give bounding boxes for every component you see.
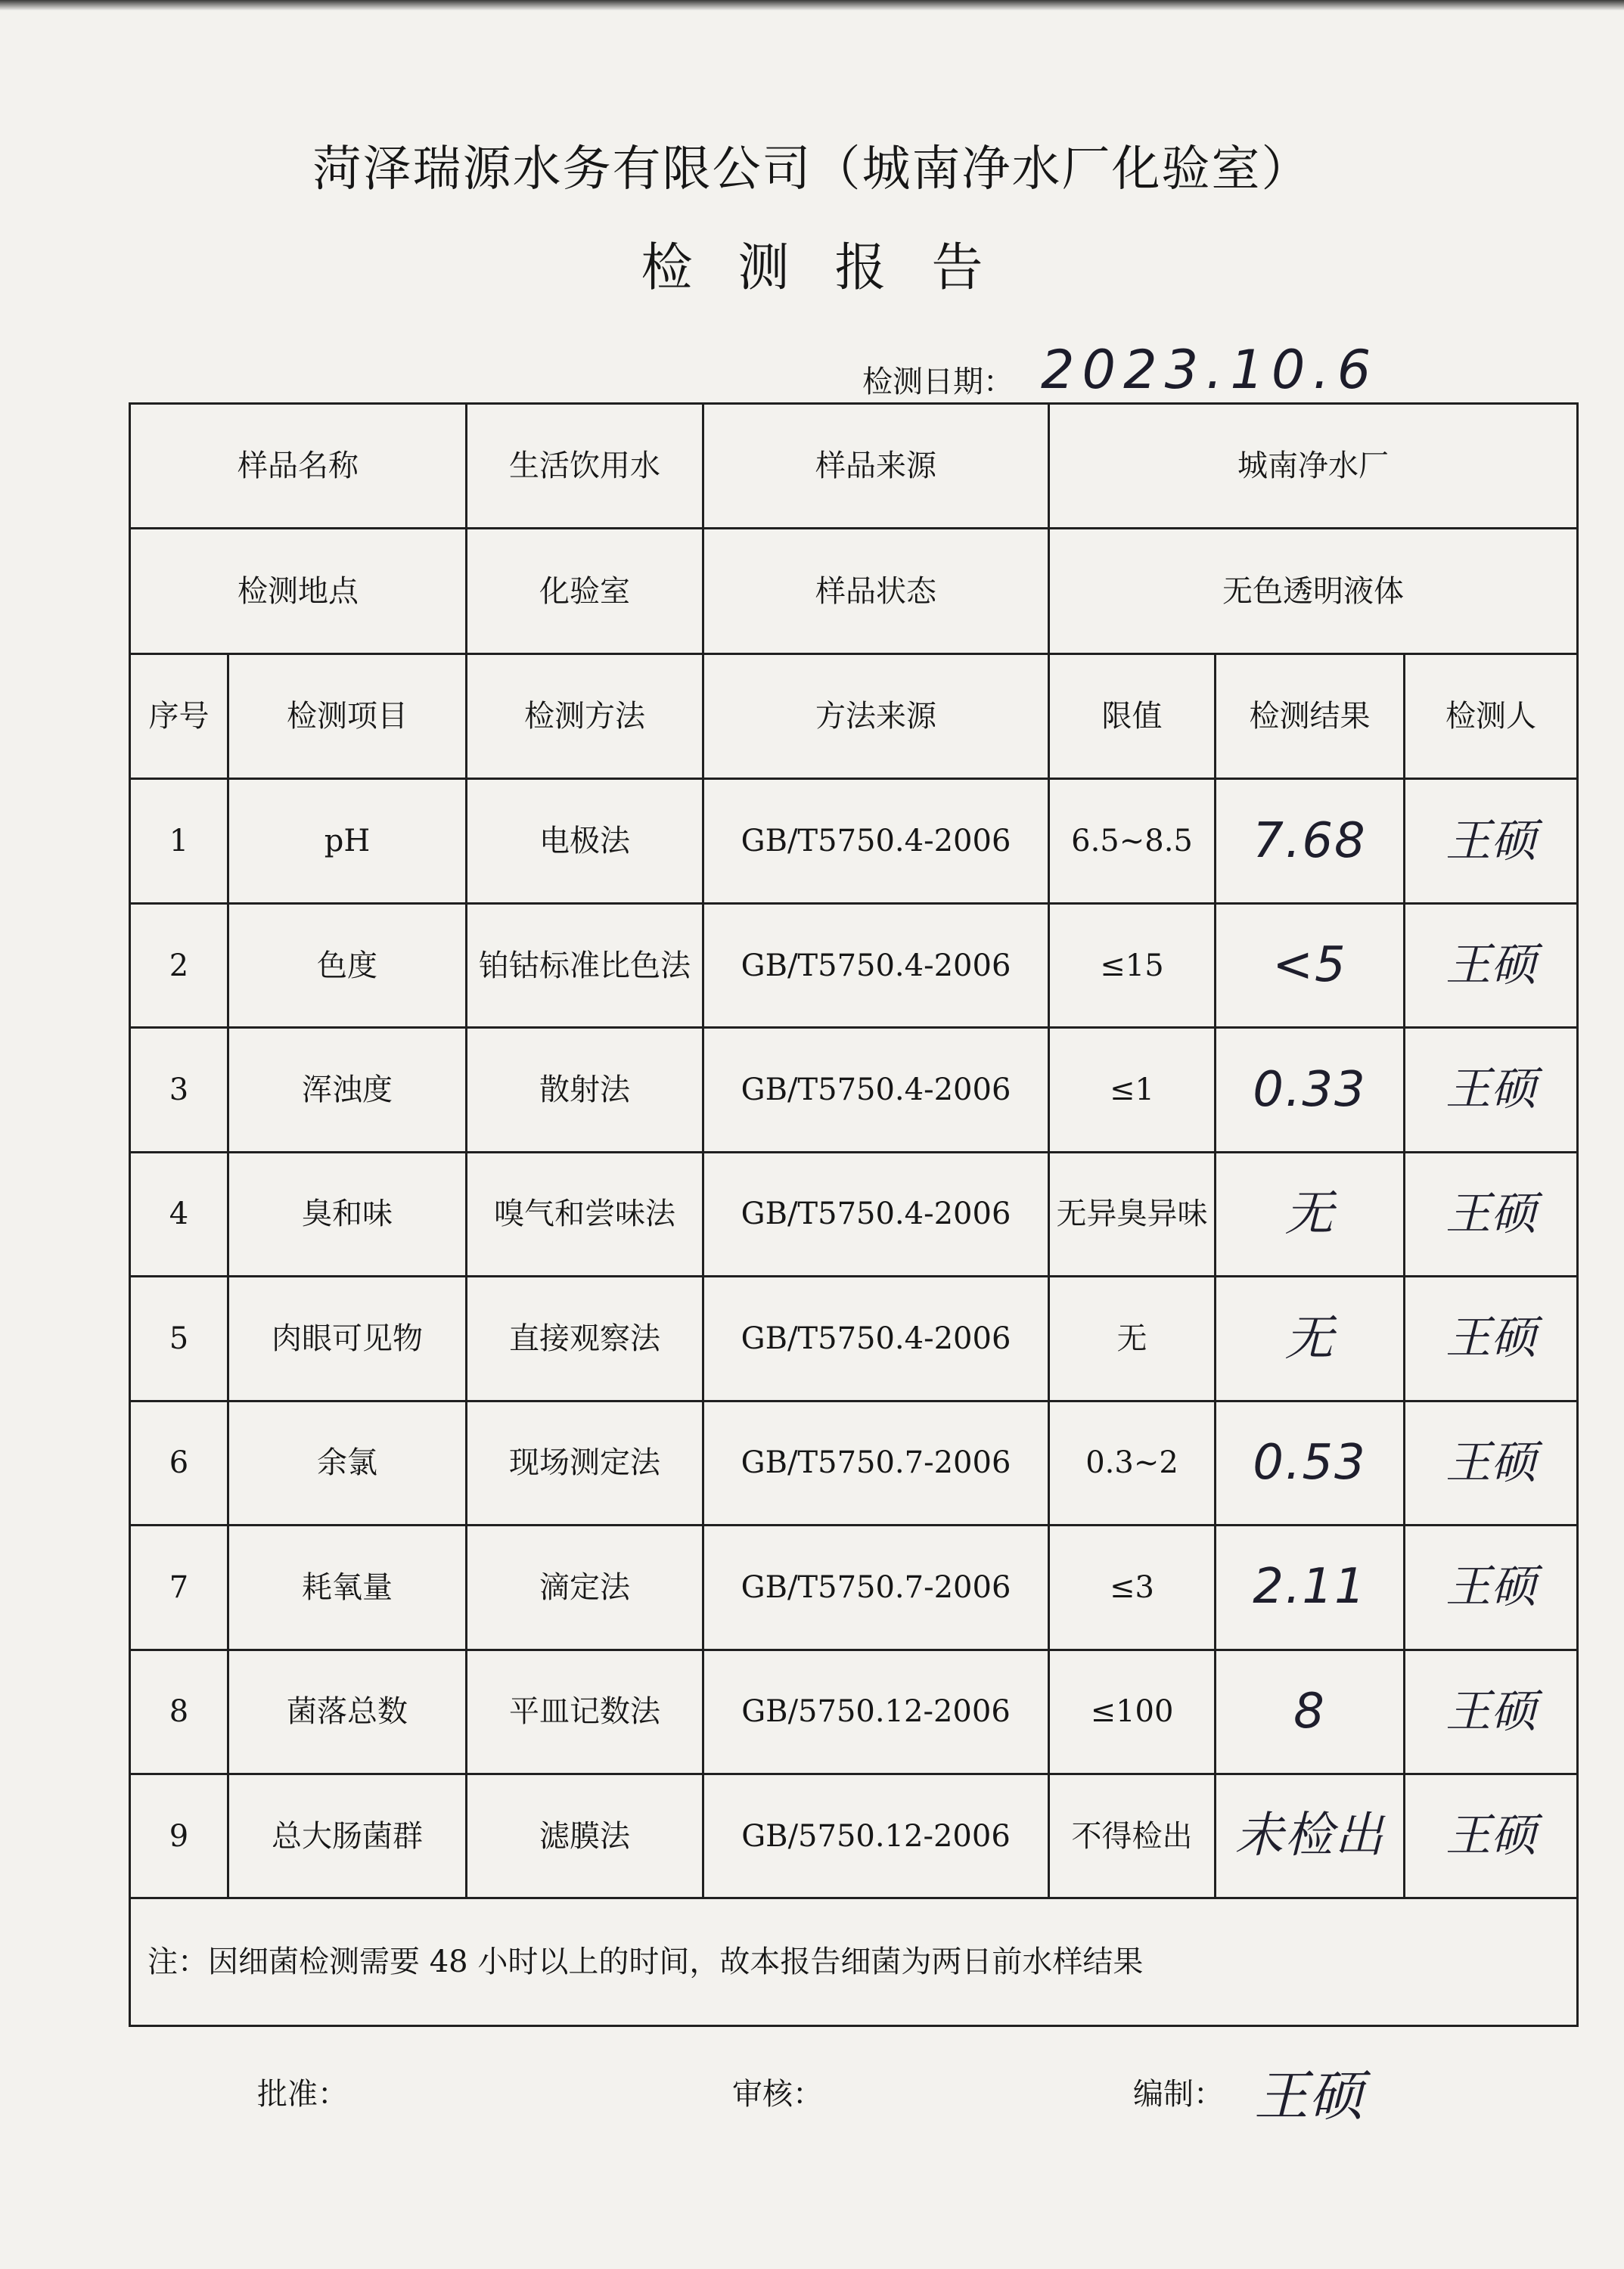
method-source-cell: [703, 1028, 1049, 1152]
test-method: 平皿记数法: [509, 1694, 660, 1730]
test-method: 嗅气和尝味法: [494, 1197, 675, 1232]
limit-value-cell: [1049, 1650, 1216, 1774]
limit-value-cell: [1049, 903, 1216, 1027]
tester-signature-cell: [1405, 1526, 1578, 1650]
method-source: GB/T5750.4-2006: [741, 1197, 1011, 1232]
test-method: 滴定法: [539, 1569, 630, 1605]
test-method-cell: [467, 1401, 703, 1525]
row-number: 8: [169, 1694, 189, 1730]
info-row: [130, 404, 1578, 529]
row-number-cell: [130, 1277, 228, 1401]
compile-label: 编制：: [1133, 2076, 1224, 2112]
test-item: 肉眼可见物: [272, 1321, 423, 1356]
note-row: [130, 1898, 1578, 2026]
test-method: 直接观察法: [509, 1321, 660, 1356]
test-item: 总大肠菌群: [272, 1818, 423, 1854]
tester-signature-cell: [1405, 779, 1578, 903]
test-item-cell: [228, 1526, 467, 1650]
test-item-cell: [228, 779, 467, 903]
test-item-cell: [228, 1277, 467, 1401]
tester-signature: 王硕: [1445, 1684, 1536, 1738]
table-row: [130, 1774, 1578, 1898]
col-header-method: 检测方法: [467, 653, 703, 778]
report-table: [129, 402, 1579, 2027]
test-result-cell: [1216, 1028, 1405, 1152]
test-result: 8: [1293, 1683, 1326, 1740]
limit-value-cell: [1049, 1774, 1216, 1898]
method-source-cell: [703, 1401, 1049, 1525]
row-number-cell: [130, 1401, 228, 1525]
limit-value-cell: [1049, 1152, 1216, 1276]
limit-value-cell: [1049, 779, 1216, 903]
col-header-item: 检测项目: [228, 653, 467, 778]
tester-signature: 王硕: [1445, 1063, 1536, 1116]
row-number: 5: [169, 1321, 189, 1356]
table-row: [130, 1277, 1578, 1401]
method-source: GB/T5750.4-2006: [741, 948, 1011, 983]
company-name: 菏泽瑞源水务有限公司（城南净水厂化验室）: [312, 141, 1312, 197]
report-title: 检测报告: [641, 238, 1029, 298]
date-handwritten: 2023.10.6: [1041, 339, 1379, 401]
test-method: 电极法: [539, 824, 630, 859]
tester-signature-cell: [1405, 1028, 1578, 1152]
test-result: 无: [1284, 1186, 1335, 1243]
test-method: 现场测定法: [509, 1445, 660, 1481]
info-row: [130, 529, 1578, 653]
test-method: 滤膜法: [539, 1818, 630, 1854]
sample-source-value: 城南净水厂: [1049, 404, 1578, 529]
table-row: [130, 1650, 1578, 1774]
table-row: [130, 1526, 1578, 1650]
limit-value: 0.3~2: [1085, 1445, 1178, 1481]
method-source-cell: [703, 1277, 1049, 1401]
test-item-cell: [228, 903, 467, 1027]
test-method-cell: [467, 903, 703, 1027]
table-row: [130, 1401, 1578, 1525]
date-label: 检测日期：: [862, 365, 1014, 399]
approve-field: [257, 2053, 348, 2129]
test-method-cell: [467, 779, 703, 903]
test-result-cell: [1216, 1401, 1405, 1525]
sample-state-value: 无色透明液体: [1049, 529, 1578, 653]
sample-source-label: 样品来源: [703, 404, 1049, 529]
test-method-cell: [467, 1152, 703, 1276]
table-row: [130, 779, 1578, 903]
test-result-cell: [1216, 1152, 1405, 1276]
test-result: 0.33: [1253, 1061, 1367, 1118]
column-header-row: [130, 653, 1578, 778]
limit-value: ≤100: [1090, 1694, 1174, 1730]
test-result: 7.68: [1253, 812, 1367, 869]
col-header-no: 序号: [130, 653, 228, 778]
test-item: 菌落总数: [287, 1694, 408, 1730]
limit-value: 无异臭异味: [1056, 1197, 1208, 1232]
method-source: GB/T5750.4-2006: [741, 1321, 1011, 1356]
row-number-cell: [130, 1028, 228, 1152]
method-source-cell: [703, 1650, 1049, 1774]
method-source: GB/5750.12-2006: [741, 1694, 1011, 1730]
col-header-tester: 检测人: [1405, 653, 1578, 778]
tester-signature: 王硕: [1445, 1809, 1536, 1863]
test-result-cell: [1216, 1650, 1405, 1774]
test-result-cell: [1216, 1774, 1405, 1898]
test-result-cell: [1216, 1277, 1405, 1401]
tester-signature-cell: [1405, 903, 1578, 1027]
row-number: 9: [169, 1818, 189, 1854]
compile-field: [1133, 2053, 1363, 2129]
method-source: GB/T5750.4-2006: [741, 824, 1011, 859]
tester-signature: 王硕: [1445, 814, 1536, 868]
tester-signature: 王硕: [1445, 1436, 1536, 1489]
test-result: <5: [1272, 937, 1347, 994]
sample-state-label: 样品状态: [703, 529, 1049, 653]
tester-signature-cell: [1405, 1401, 1578, 1525]
review-field: [732, 2053, 823, 2129]
test-item-cell: [228, 1028, 467, 1152]
limit-value: 无: [1116, 1321, 1147, 1356]
test-item: 色度: [317, 948, 377, 983]
note-text: 注：因细菌检测需要 48 小时以上的时间，故本报告细菌为两日前水样结果: [130, 1898, 1578, 2026]
method-source-cell: [703, 903, 1049, 1027]
test-item-cell: [228, 1650, 467, 1774]
limit-value: ≤3: [1110, 1569, 1154, 1605]
test-location-label: 检测地点: [130, 529, 467, 653]
tester-signature-cell: [1405, 1650, 1578, 1774]
test-item-cell: [228, 1774, 467, 1898]
test-item-cell: [228, 1401, 467, 1525]
method-source: GB/T5750.7-2006: [741, 1445, 1011, 1481]
limit-value-cell: [1049, 1401, 1216, 1525]
sample-name-value: 生活饮用水: [467, 404, 703, 529]
col-header-source: 方法来源: [703, 653, 1049, 778]
test-method: 铂钴标准比色法: [479, 948, 691, 983]
row-number-cell: [130, 903, 228, 1027]
sample-name-label: 样品名称: [130, 404, 467, 529]
test-location-value: 化验室: [467, 529, 703, 653]
row-number: 3: [169, 1072, 189, 1107]
tester-signature-cell: [1405, 1277, 1578, 1401]
test-method-cell: [467, 1526, 703, 1650]
test-result: 未检出: [1234, 1808, 1385, 1864]
test-method-cell: [467, 1774, 703, 1898]
limit-value: 不得检出: [1071, 1818, 1193, 1854]
test-item: 耗氧量: [302, 1569, 393, 1605]
test-method-cell: [467, 1028, 703, 1152]
row-number-cell: [130, 1526, 228, 1650]
review-label: 审核：: [732, 2076, 823, 2112]
compile-signature: 王硕: [1254, 2064, 1364, 2128]
method-source-cell: [703, 779, 1049, 903]
row-number: 6: [169, 1445, 189, 1481]
tester-signature: 王硕: [1445, 1311, 1536, 1365]
row-number: 1: [169, 824, 189, 859]
test-result-cell: [1216, 903, 1405, 1027]
method-source: GB/T5750.4-2006: [741, 1072, 1011, 1107]
row-number-cell: [130, 1152, 228, 1276]
approve-label: 批准：: [257, 2076, 348, 2112]
table-row: [130, 1028, 1578, 1152]
test-item: 臭和味: [302, 1197, 393, 1232]
tester-signature-cell: [1405, 1774, 1578, 1898]
tester-signature: 王硕: [1445, 1560, 1536, 1614]
test-item: 浑浊度: [302, 1072, 393, 1107]
col-header-result: 检测结果: [1216, 653, 1405, 778]
method-source-cell: [703, 1152, 1049, 1276]
limit-value-cell: [1049, 1526, 1216, 1650]
row-number: 7: [169, 1569, 189, 1605]
test-result-cell: [1216, 779, 1405, 903]
method-source-cell: [703, 1774, 1049, 1898]
limit-value: ≤1: [1110, 1072, 1154, 1107]
test-item-cell: [228, 1152, 467, 1276]
test-result: 0.53: [1253, 1434, 1367, 1491]
limit-value-cell: [1049, 1277, 1216, 1401]
col-header-limit: 限值: [1049, 653, 1216, 778]
test-item: pH: [324, 824, 371, 859]
method-source-cell: [703, 1526, 1049, 1650]
limit-value-cell: [1049, 1028, 1216, 1152]
test-result: 无: [1284, 1310, 1335, 1367]
test-item: 余氯: [317, 1445, 377, 1481]
test-method: 散射法: [539, 1072, 630, 1107]
inspection-date-row: [862, 333, 1378, 401]
row-number: 2: [169, 948, 189, 983]
method-source: GB/T5750.7-2006: [741, 1569, 1011, 1605]
tester-signature-cell: [1405, 1152, 1578, 1276]
scan-top-edge: [0, 0, 1624, 11]
test-result: 2.11: [1253, 1559, 1367, 1616]
row-number: 4: [169, 1197, 189, 1232]
row-number-cell: [130, 1650, 228, 1774]
limit-value: ≤15: [1100, 948, 1164, 983]
row-number-cell: [130, 1774, 228, 1898]
test-method-cell: [467, 1277, 703, 1401]
method-source: GB/5750.12-2006: [741, 1818, 1011, 1854]
tester-signature: 王硕: [1445, 939, 1536, 992]
table-row: [130, 903, 1578, 1027]
table-row: [130, 1152, 1578, 1276]
limit-value: 6.5~8.5: [1071, 824, 1193, 859]
row-number-cell: [130, 779, 228, 903]
test-method-cell: [467, 1650, 703, 1774]
test-result-cell: [1216, 1526, 1405, 1650]
tester-signature: 王硕: [1445, 1187, 1536, 1240]
